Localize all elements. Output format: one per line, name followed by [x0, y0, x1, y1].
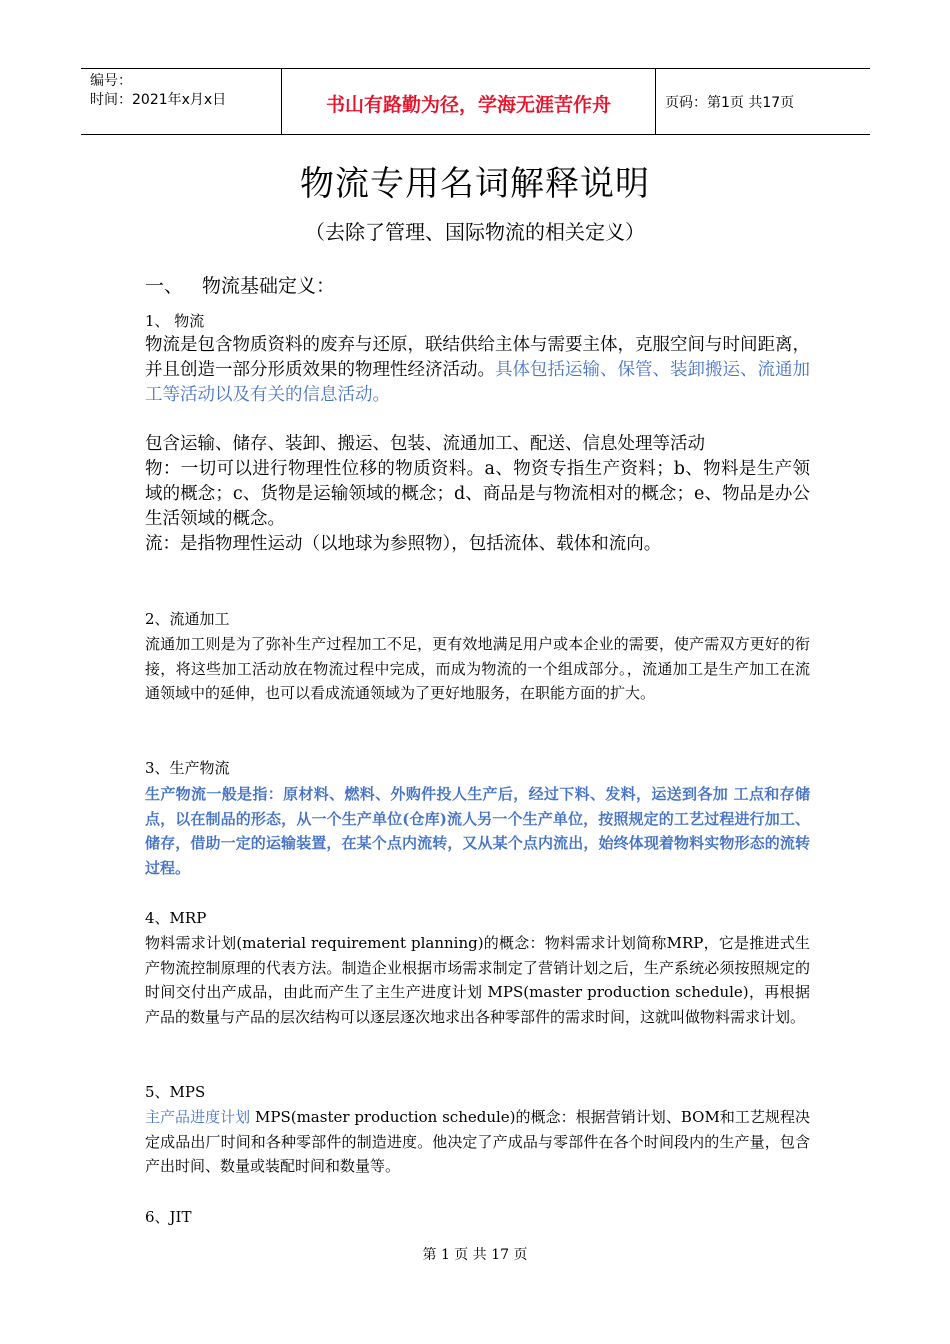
section-number: 一、 — [145, 275, 184, 297]
section-heading — [145, 272, 335, 300]
header-meta-cell — [81, 69, 282, 134]
item-2-text: 流通加工则是为了弥补生产过程加工不足，更有效地满足用户或本企业的需要，使产需双方更好的衔接，将这些加工活动放在物流过程中完成，而成为物流的一个组成部分。，流通加工是生产加工在流通领域中的延伸，也可以看成流通领域为了更好地服务，在职能方面的扩大。 — [145, 635, 810, 703]
item-1-liu-definition: 流：是指物理性运动（以地球为参照物），包括流体、载体和流向。 — [145, 534, 662, 554]
page-footer: 第 1 页 共 17 页 — [422, 1247, 528, 1263]
doc-number-label: 编号： — [90, 73, 132, 89]
item-1-definition-text: 物流是包含物质资料的废弃与还原，联结供给主体与需要主体，克服空间与时间距离，并且创造一部分形质效果的物理性经济活动。 — [145, 335, 810, 380]
header-motto: 书山有路勤为径，学海无涯苦作舟 — [282, 69, 656, 134]
document-subtitle: （去除了管理、国际物流的相关定义） — [305, 220, 645, 244]
item-1-title: 1、 物流 — [145, 312, 205, 330]
header-table — [81, 68, 870, 135]
item-5-title: 5、MPS — [145, 1083, 206, 1101]
item-2-title: 2、流通加工 — [145, 610, 230, 628]
document-title: 物流专用名词解释说明 — [300, 164, 650, 204]
item-4-text: 物料需求计划(material requirement planning)的概念：物料需求计划简称MRP，它是推进式生产物流控制原理的代表方法。制造企业根据市场需求制定了营销计划之后，生产系统必须按照规定的时间交付出产成品，由此而产生了主生产进度计划 MPS(master production schedule)，再根据产品的数量与产品的层次结构可以逐层逐次地求出各种零部件的需求时间，这就叫做物料需求计划。 — [145, 934, 810, 1026]
item-1-activities: 包含运输、储存、装卸、搬运、包装、流通加工、配送、信息处理等活动 — [145, 434, 705, 454]
item-6-title: 6、JIT — [145, 1208, 192, 1226]
item-1-definition-highlight: 具体包括运输、保管、装卸搬运、流通加工等活动以及有关的信息活动。 — [145, 360, 810, 405]
header-page-info: 页码：第1页 共17页 — [665, 94, 795, 111]
item-1-wu-definition: 物：一切可以进行物理性位移的物质资料。a、物资专指生产资料；b、物料是生产领域的概念；c、货物是运输领域的概念；d、商品是与物流相对的概念；e、物品是办公生活领域的概念。 — [145, 459, 810, 529]
item-5-highlight: 主产品进度计划 — [145, 1108, 251, 1126]
doc-time-label: 时间：2021年x月x日 — [90, 92, 227, 108]
item-1-definition — [145, 333, 810, 408]
item-5-body: MPS(master production schedule)的概念：根据营销计划、BOM和工艺规程决定成品出厂时间和各种零部件的制造进度。他决定了产成品与零部件在各个时间段内的生产量，包含产出时间、数量或装配时间和数量等。 — [145, 1108, 810, 1176]
item-5-text — [145, 1105, 810, 1179]
section-title: 物流基础定义： — [202, 275, 336, 297]
item-3-text: 生产物流一般是指：原材料、燃料、外购件投人生产后，经过下料、发料，运送到各加 工点和存储点，以在制品的形态，从一个生产单位(仓库)流人另一个生产单位，按照规定的工艺过程进行加工、储存，借助一定的运输装置，在某个点内流转，又从某个点内流出，始终体现着物料实物形态的流转过程。 — [145, 785, 810, 877]
item-4-title: 4、MRP — [145, 909, 207, 927]
item-3-title: 3、生产物流 — [145, 759, 230, 777]
